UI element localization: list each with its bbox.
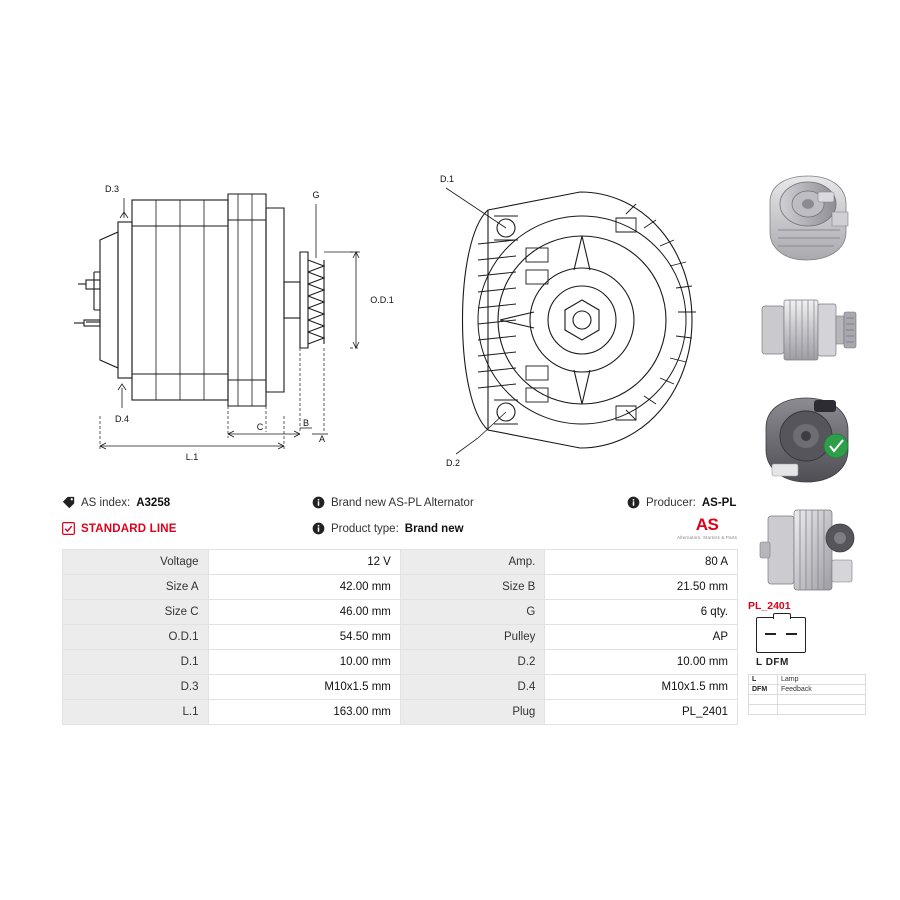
svg-text:D.1: D.1	[440, 174, 455, 184]
producer-label: Producer:	[646, 496, 696, 509]
plug-pin-desc	[778, 695, 866, 705]
table-row	[749, 695, 866, 705]
spec-value: 46.00 mm	[208, 600, 400, 625]
svg-text:D.2: D.2	[446, 458, 461, 468]
table-row	[63, 625, 738, 650]
svg-text:L.1: L.1	[185, 452, 199, 462]
product-photo-4[interactable]	[748, 498, 866, 602]
plug-pin-desc: Feedback	[778, 685, 866, 695]
info-icon	[627, 496, 640, 509]
table-row	[63, 550, 738, 575]
table-row	[63, 600, 738, 625]
table-row	[63, 700, 738, 725]
as-pl-logo	[676, 516, 738, 540]
product-type-value: Brand new	[404, 522, 464, 535]
spec-key: D.2	[400, 650, 544, 675]
svg-text:O.D.1: O.D.1	[370, 295, 394, 305]
spec-key: D.4	[400, 675, 544, 700]
product-type-block	[312, 522, 464, 535]
tag-icon	[62, 496, 75, 509]
brand-new-text: Brand new AS-PL Alternator	[331, 496, 474, 509]
brand-new-block	[312, 496, 474, 509]
standard-line-label: STANDARD LINE	[81, 522, 177, 535]
spec-value: 163.00 mm	[208, 700, 400, 725]
spec-key: D.3	[63, 675, 209, 700]
standard-line-block	[62, 522, 177, 535]
as-index-block	[62, 496, 170, 509]
product-type-label: Product type:	[331, 522, 399, 535]
plug-code-label: PL_2401	[748, 600, 791, 612]
svg-text:D.4: D.4	[114, 414, 130, 424]
spec-value: 12 V	[208, 550, 400, 575]
product-photo-3[interactable]	[748, 388, 866, 492]
table-row	[63, 575, 738, 600]
plug-pin-legend: L DFM	[756, 657, 789, 668]
svg-text:C: C	[256, 422, 264, 432]
alternator-front-view-drawing	[430, 170, 730, 470]
as-pl-logo-subtitle: Alternators, Starters & Parts	[676, 535, 738, 540]
as-pl-logo-mark: AS	[695, 515, 719, 534]
plug-pin-name	[749, 705, 778, 715]
product-photo-1[interactable]	[748, 168, 866, 272]
spec-value: M10x1.5 mm	[545, 675, 738, 700]
plug-pin-table	[748, 674, 866, 715]
plug-diagram-block	[748, 600, 866, 715]
check-box-icon	[62, 522, 75, 535]
producer-value: AS-PL	[701, 496, 737, 509]
spec-value: 10.00 mm	[545, 650, 738, 675]
alternator-side-view-drawing	[60, 160, 420, 480]
plug-pin-desc	[778, 705, 866, 715]
spec-value: 54.50 mm	[208, 625, 400, 650]
spec-key: Amp.	[400, 550, 544, 575]
spec-value: 42.00 mm	[208, 575, 400, 600]
spec-key: Size A	[63, 575, 209, 600]
spec-value: 21.50 mm	[545, 575, 738, 600]
product-photo-2[interactable]	[748, 278, 866, 382]
spec-key: D.1	[63, 650, 209, 675]
plug-pin-name: L	[749, 675, 778, 685]
spec-key: O.D.1	[63, 625, 209, 650]
spec-key: Voltage	[63, 550, 209, 575]
svg-text:D.3: D.3	[104, 184, 120, 194]
specification-table	[62, 549, 738, 725]
technical-drawings	[60, 160, 740, 480]
plug-pin-desc: Lamp	[778, 675, 866, 685]
table-row	[63, 650, 738, 675]
product-photo-gallery	[748, 168, 866, 608]
specification-table-body	[63, 550, 738, 725]
spec-key: L.1	[63, 700, 209, 725]
as-index-value: A3258	[136, 496, 171, 509]
producer-block	[627, 496, 736, 509]
plug-pin-name: DFM	[749, 685, 778, 695]
spec-key: G	[400, 600, 544, 625]
table-row	[749, 675, 866, 685]
as-index-label: AS index:	[81, 496, 131, 509]
table-row	[749, 705, 866, 715]
svg-text:B: B	[302, 418, 310, 428]
spec-value: 80 A	[545, 550, 738, 575]
table-row	[63, 675, 738, 700]
info-icon	[312, 522, 325, 535]
spec-key: Size C	[63, 600, 209, 625]
svg-text:A: A	[318, 434, 326, 444]
spec-value: 6 qty.	[545, 600, 738, 625]
spec-key: Size B	[400, 575, 544, 600]
spec-value: 10.00 mm	[208, 650, 400, 675]
spec-value: AP	[545, 625, 738, 650]
spec-key: Pulley	[400, 625, 544, 650]
spec-value: PL_2401	[545, 700, 738, 725]
info-icon	[312, 496, 325, 509]
spec-key: Plug	[400, 700, 544, 725]
plug-symbol-icon	[756, 617, 806, 653]
svg-text:G: G	[312, 190, 320, 200]
table-row	[749, 685, 866, 695]
plug-pin-name	[749, 695, 778, 705]
spec-value: M10x1.5 mm	[208, 675, 400, 700]
